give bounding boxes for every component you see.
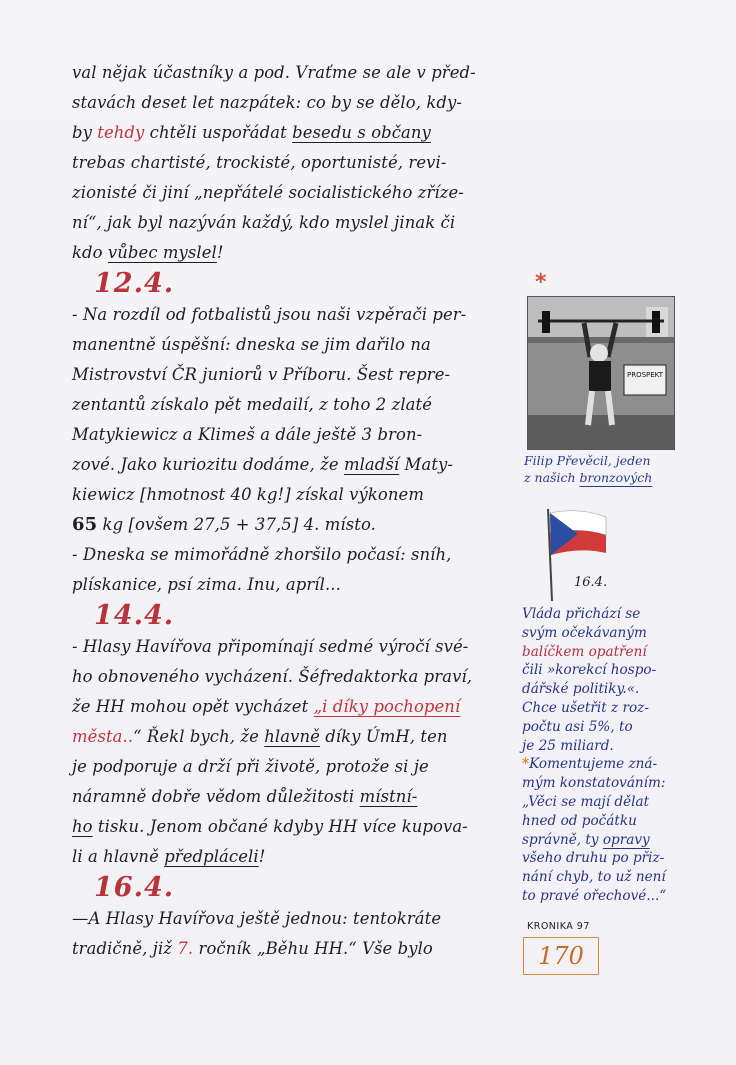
text-fragment: chtěli uspořádat bbox=[144, 123, 293, 142]
text-line: - Hlasy Havířova připomínají sedmé výročí své- bbox=[72, 637, 469, 656]
czech-flag-icon bbox=[540, 505, 620, 605]
text-line bbox=[72, 450, 512, 480]
side-line: to pravé ořechové...“ bbox=[522, 887, 667, 904]
entry-date: 16.4. bbox=[94, 872, 175, 903]
page-number: 170 bbox=[523, 937, 599, 975]
text-fragment: tisku. Jenom občané kdyby HH více kupova- bbox=[92, 817, 468, 836]
side-line: nání chyb, to už není bbox=[522, 869, 666, 886]
bold-number: 65 bbox=[72, 514, 98, 535]
text-line: zionisté či jiní „nepřátelé socialistického zříze- bbox=[72, 183, 464, 202]
star-icon: * bbox=[535, 270, 547, 295]
text-line: —A Hlasy Havířova ještě jednou: tentokráte bbox=[72, 909, 442, 928]
underlined-text: místní- bbox=[359, 787, 418, 806]
text-fragment: “ Řekl bych, že bbox=[133, 727, 265, 746]
text-line: Matykiewicz a Klimeš a dále ještě 3 bron- bbox=[72, 425, 423, 444]
underlined-text: hlavně bbox=[264, 727, 320, 746]
side-note bbox=[522, 605, 702, 906]
entry-date: 14.4. bbox=[94, 600, 175, 631]
highlight-red: 7. bbox=[177, 939, 194, 958]
side-line: všeho druhu po přiz- bbox=[522, 850, 665, 867]
text-fragment: li a hlavně bbox=[72, 847, 165, 866]
photo-banner-text: PROSPEKT bbox=[626, 371, 664, 379]
text-line: val nějak účastníky a pod. Vraťme se ale v před- bbox=[72, 63, 476, 82]
text-line: ní“, jak byl nazýván každý, kdo myslel jinak či bbox=[72, 213, 456, 232]
side-line bbox=[522, 831, 702, 850]
text-fragment: že HH mohou opět vycházet bbox=[72, 697, 314, 716]
side-line: Vláda přichází se bbox=[522, 606, 641, 622]
highlight-red: tehdy bbox=[97, 123, 145, 142]
caption-line bbox=[524, 469, 694, 486]
text-fragment: zové. Jako kuriozitu dodáme, že bbox=[72, 455, 344, 474]
text-line: zentantů získalo pět medailí, z toho 2 zlaté bbox=[72, 395, 433, 414]
text-fragment: Komentujeme zná- bbox=[529, 756, 658, 773]
text-line bbox=[72, 510, 512, 540]
side-line: dářské politiky.«. bbox=[522, 681, 640, 698]
text-line bbox=[72, 238, 512, 268]
text-fragment: ročník „Běhu HH.“ Vše bylo bbox=[193, 939, 433, 958]
main-text-column bbox=[72, 58, 512, 964]
photo-image bbox=[528, 297, 674, 449]
text-line bbox=[72, 692, 512, 722]
text-fragment: by bbox=[72, 123, 98, 142]
underlined-text: mladší bbox=[343, 455, 400, 474]
text-fragment: ! bbox=[258, 847, 266, 866]
underlined-text: besedu s občany bbox=[292, 123, 431, 142]
text-line: plískanice, psí zima. Inu, apríl... bbox=[72, 575, 341, 594]
text-fragment: ! bbox=[216, 243, 224, 262]
text-fragment: díky ÚmH, ten bbox=[319, 727, 448, 746]
text-fragment: správně, ty bbox=[522, 831, 603, 848]
text-fragment: Maty- bbox=[399, 455, 453, 474]
side-line: svým očekávaným bbox=[522, 624, 647, 641]
text-fragment: tradičně, již bbox=[72, 939, 178, 958]
side-line: „Věci se mají dělat bbox=[522, 793, 650, 810]
caption-line: Filip Převěcil, jeden bbox=[524, 453, 651, 468]
text-line bbox=[72, 118, 512, 148]
highlight-red: města.. bbox=[72, 727, 134, 746]
underlined-text: opravy bbox=[602, 831, 650, 848]
side-line: počtu asi 5%, to bbox=[522, 718, 633, 735]
text-fragment: náramně dobře vědom důležitosti bbox=[72, 787, 360, 806]
side-line: hned od počátku bbox=[522, 812, 637, 829]
text-line bbox=[72, 812, 512, 842]
text-line: trebas chartisté, trockisté, oportunisté, revi- bbox=[72, 153, 447, 172]
text-line: stavách deset let nazpátek: co by se dělo, kdy- bbox=[72, 93, 462, 112]
text-line: ho obnoveného vycházení. Šéfredaktorka praví, bbox=[72, 667, 473, 686]
text-fragment: kdo bbox=[72, 243, 108, 262]
side-line: balíčkem opatření bbox=[522, 643, 647, 660]
side-line: je 25 miliard. bbox=[522, 737, 614, 754]
text-line: manentně úspěšní: dneska se jim dařilo na bbox=[72, 335, 431, 354]
side-line: mým konstatováním: bbox=[522, 775, 666, 792]
text-line: - Na rozdíl od fotbalistů jsou naši vzpěrači per- bbox=[72, 305, 467, 324]
text-line bbox=[72, 934, 512, 964]
underlined-text: vůbec myslel bbox=[107, 243, 217, 262]
side-line bbox=[522, 755, 702, 774]
underlined-text: ho bbox=[72, 817, 93, 836]
weightlifter-photo bbox=[527, 296, 675, 450]
side-line: Chce ušetřit z roz- bbox=[522, 699, 649, 716]
text-line: kiewicz [hmotnost 40 kg!] získal výkonem bbox=[72, 485, 424, 504]
entry-date: 12.4. bbox=[94, 268, 175, 299]
text-line: Mistrovství ČR juniorů v Příboru. Šest repre- bbox=[72, 365, 451, 384]
underlined-text: předpláceli bbox=[164, 847, 259, 866]
text-line: je podporuje a drží při životě, protože si je bbox=[72, 757, 429, 776]
text-line: - Dneska se mimořádně zhoršilo počasí: sníh, bbox=[72, 545, 452, 564]
text-fragment: z našich bbox=[524, 470, 580, 485]
flag-date: 16.4. bbox=[574, 575, 608, 590]
chronicle-label: KRONIKA 97 bbox=[527, 921, 590, 932]
text-line bbox=[72, 842, 512, 872]
underlined-text: bronzových bbox=[579, 470, 653, 485]
star-icon: * bbox=[522, 756, 530, 773]
highlight-red: „i díky pochopení bbox=[313, 697, 461, 716]
text-line bbox=[72, 782, 512, 812]
text-fragment: kg [ovšem 27,5 + 37,5] 4. místo. bbox=[97, 515, 376, 534]
text-line bbox=[72, 722, 512, 752]
side-line: čili »korekcí hospo- bbox=[522, 662, 657, 679]
photo-caption bbox=[524, 452, 694, 486]
